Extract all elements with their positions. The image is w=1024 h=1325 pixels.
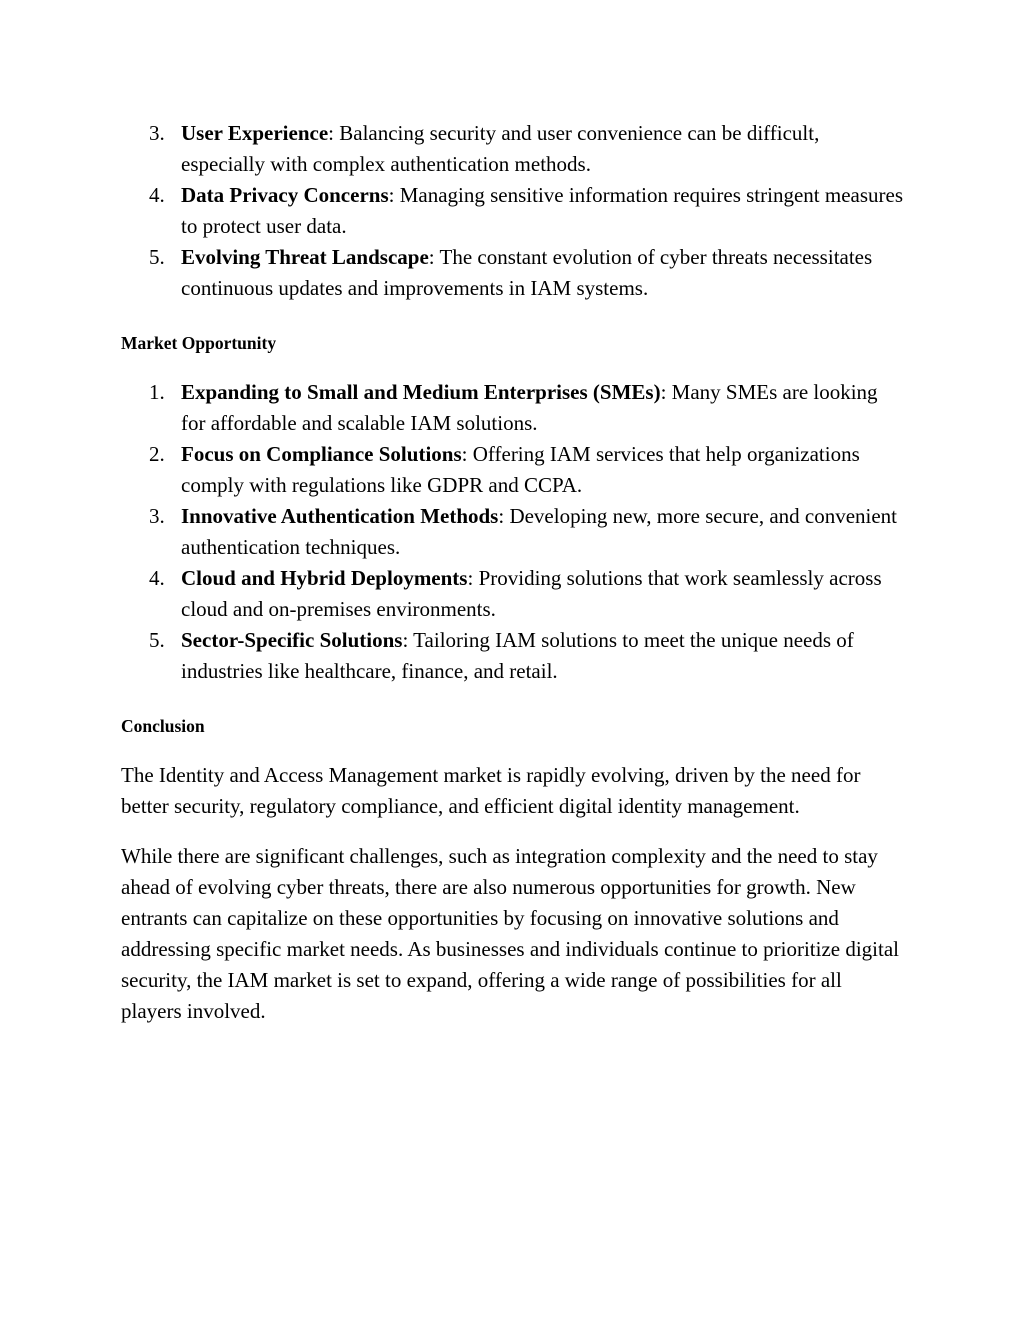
item-text: : Offering IAM services that help organizations comply with regulations like GDPR and CCPA. [181, 442, 860, 497]
conclusion-heading: Conclusion [121, 716, 205, 736]
list-number: 5. [149, 245, 165, 269]
list-item [121, 439, 906, 501]
item-text: : Many SMEs are looking for affordable and scalable IAM solutions. [181, 380, 878, 435]
item-title: Focus on Compliance Solutions [181, 442, 462, 466]
list-number: 3. [149, 504, 165, 528]
item-title: Cloud and Hybrid Deployments [181, 566, 468, 590]
item-title: Expanding to Small and Medium Enterprises (SMEs) [181, 380, 661, 404]
conclusion-paragraph: The Identity and Access Management market is rapidly evolving, driven by the need for better security, regulatory compliance, and efficient digital identity management. [121, 763, 861, 818]
list-number: 4. [149, 566, 165, 590]
list-item [121, 563, 906, 625]
list-number: 5. [149, 628, 165, 652]
list-number: 4. [149, 183, 165, 207]
market-opportunity-list [121, 377, 906, 687]
item-title: Data Privacy Concerns [181, 183, 389, 207]
list-item [121, 377, 906, 439]
item-text: : Balancing security and user convenience can be difficult, especially with complex authentication methods. [181, 121, 820, 176]
item-title: User Experience [181, 121, 329, 145]
market-opportunity-heading: Market Opportunity [121, 333, 277, 353]
list-item [121, 625, 906, 687]
conclusion-paragraph: While there are significant challenges, such as integration complexity and the need to stay ahead of evolving cyber threats, there are also numerous opportunities for growth. New entrants can capitalize on these opportunities by focusing on innovative solutions and addressing specific market needs. As businesses and individuals continue to prioritize digital security, the IAM market is set to expand, offering a wide range of possibilities for all players involved. [121, 844, 899, 1023]
list-item [121, 242, 906, 304]
item-text: : The constant evolution of cyber threats necessitates continuous updates and improvements in IAM systems. [181, 245, 873, 300]
list-number: 3. [149, 121, 165, 145]
item-text: : Developing new, more secure, and convenient authentication techniques. [181, 504, 898, 559]
item-text: : Providing solutions that work seamlessly across cloud and on-premises environments. [181, 566, 882, 621]
item-title: Evolving Threat Landscape [181, 245, 429, 269]
list-item [121, 180, 906, 242]
list-number: 1. [149, 380, 165, 404]
item-title: Sector-Specific Solutions [181, 628, 403, 652]
item-title: Innovative Authentication Methods [181, 504, 499, 528]
challenges-list [121, 118, 906, 304]
list-number: 2. [149, 442, 165, 466]
item-text: : Managing sensitive information requires stringent measures to protect user data. [181, 183, 904, 238]
list-item [121, 501, 906, 563]
item-text: : Tailoring IAM solutions to meet the unique needs of industries like healthcare, finance, and retail. [181, 628, 854, 683]
list-item [121, 118, 906, 180]
document-page [121, 118, 906, 1027]
